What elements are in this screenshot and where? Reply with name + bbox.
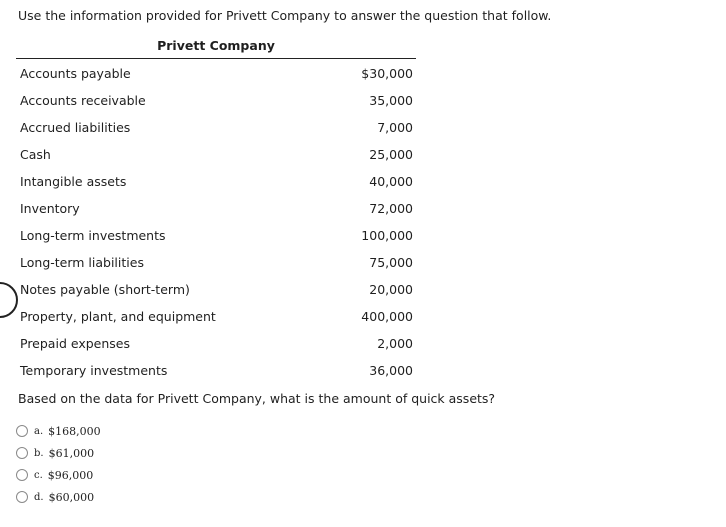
option-c[interactable] xyxy=(16,464,101,486)
table-row xyxy=(16,195,416,222)
option-a[interactable] xyxy=(16,420,101,442)
row-value: 72,000 xyxy=(369,201,413,216)
table-row xyxy=(16,357,416,384)
row-label: Accounts payable xyxy=(20,66,131,81)
table-row xyxy=(16,330,416,357)
row-label: Temporary investments xyxy=(20,363,168,378)
intro-text: Use the information provided for Privett Company to answer the question that follow. xyxy=(18,8,552,23)
row-value: 2,000 xyxy=(377,336,413,351)
table-row xyxy=(16,303,416,330)
radio-button[interactable] xyxy=(16,447,28,459)
row-label: Property, plant, and equipment xyxy=(20,309,216,324)
table-row xyxy=(16,222,416,249)
row-value: 36,000 xyxy=(369,363,413,378)
row-label: Accounts receivable xyxy=(20,93,146,108)
row-label: Intangible assets xyxy=(20,174,127,189)
row-value: 100,000 xyxy=(361,228,413,243)
option-text: $96,000 xyxy=(47,468,94,482)
row-value: 400,000 xyxy=(361,309,413,324)
row-label: Long-term liabilities xyxy=(20,255,144,270)
partial-circle-mark xyxy=(0,280,22,320)
option-d[interactable] xyxy=(16,486,101,508)
option-b[interactable] xyxy=(16,442,101,464)
row-label: Prepaid expenses xyxy=(20,336,130,351)
option-letter: d. xyxy=(34,491,44,503)
table-row xyxy=(16,141,416,168)
option-letter: a. xyxy=(34,425,44,437)
row-value: $30,000 xyxy=(361,66,413,81)
option-letter: c. xyxy=(34,469,43,481)
table-row xyxy=(16,114,416,141)
row-label: Long-term investments xyxy=(20,228,166,243)
row-value: 35,000 xyxy=(369,93,413,108)
radio-button[interactable] xyxy=(16,469,28,481)
question-text: Based on the data for Privett Company, what is the amount of quick assets? xyxy=(18,391,496,406)
radio-button[interactable] xyxy=(16,491,28,503)
row-label: Inventory xyxy=(20,201,80,216)
table-row xyxy=(16,276,416,303)
radio-button[interactable] xyxy=(16,425,28,437)
row-value: 75,000 xyxy=(369,255,413,270)
row-label: Notes payable (short-term) xyxy=(20,282,190,297)
balance-table xyxy=(16,60,416,384)
table-row xyxy=(16,249,416,276)
row-value: 25,000 xyxy=(369,147,413,162)
option-text: $168,000 xyxy=(48,424,101,438)
table-row xyxy=(16,60,416,87)
option-text: $60,000 xyxy=(48,490,95,504)
row-value: 40,000 xyxy=(369,174,413,189)
row-label: Cash xyxy=(20,147,51,162)
row-value: 20,000 xyxy=(369,282,413,297)
row-value: 7,000 xyxy=(377,120,413,135)
company-title: Privett Company xyxy=(157,38,275,53)
answer-options xyxy=(16,420,101,508)
table-row xyxy=(16,87,416,114)
option-letter: b. xyxy=(34,447,44,459)
row-label: Accrued liabilities xyxy=(20,120,131,135)
table-row xyxy=(16,168,416,195)
title-underline xyxy=(16,58,416,59)
option-text: $61,000 xyxy=(48,446,95,460)
